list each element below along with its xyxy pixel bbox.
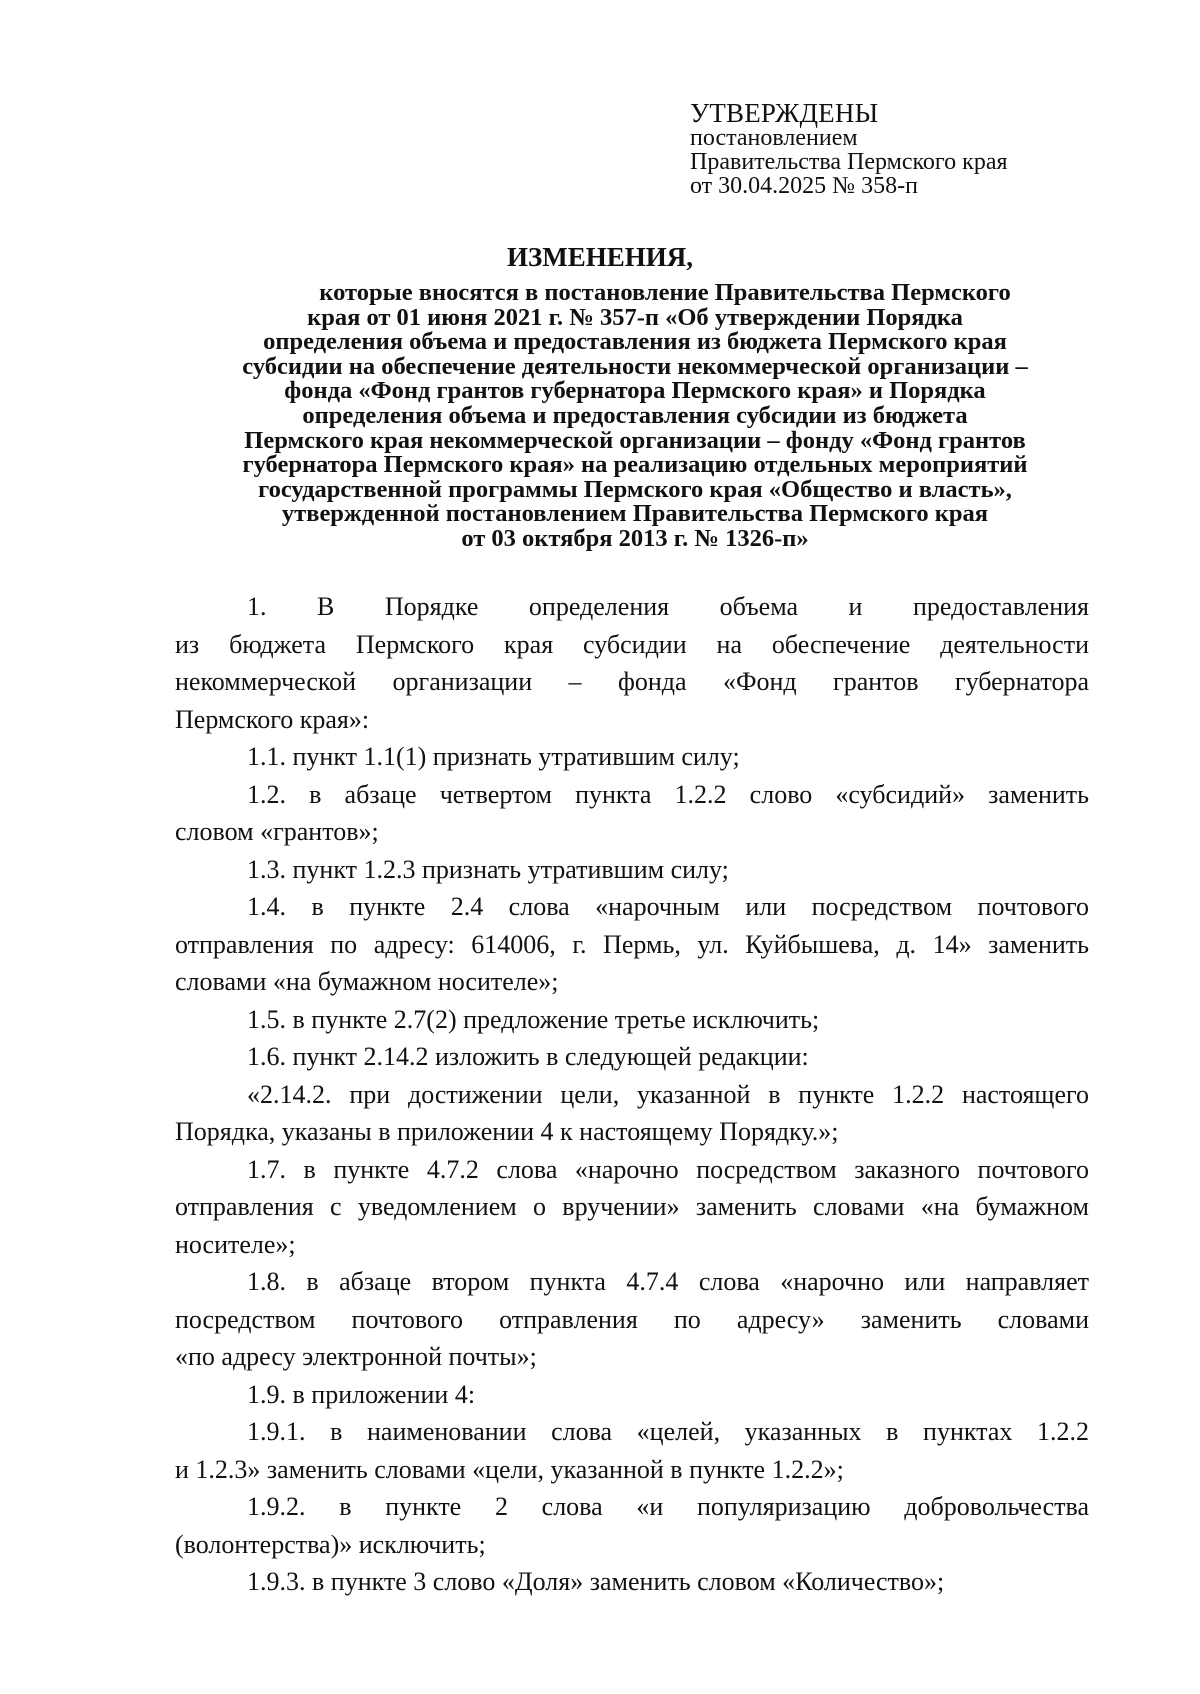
document-subtitle bbox=[170, 281, 1100, 552]
subtitle-line: государственной программы Пермского края «Общество и власть», bbox=[258, 475, 1012, 503]
subtitle-line: края от 01 июня 2021 г. № 357-п «Об утверждении Порядка bbox=[307, 303, 963, 331]
subtitle-line: субсидии на обеспечение деятельности некоммерческой организации – bbox=[242, 352, 1028, 380]
body-line: словами «на бумажном носителе»; bbox=[175, 967, 559, 996]
body-line: отправления с уведомлением о вручении» заменить словами «на бумажном bbox=[175, 1192, 1089, 1221]
approval-line: постановлением bbox=[690, 125, 858, 151]
body-line: 1.9.1. в наименовании слова «целей, указанных в пунктах 1.2.2 bbox=[247, 1417, 1089, 1446]
subtitle-line: определения объема и предоставления из бюджета Пермского края bbox=[263, 328, 1007, 356]
body-line: «по адресу электронной почты»; bbox=[175, 1342, 537, 1371]
subtitle-line: утвержденной постановлением Правительства Пермского края bbox=[281, 500, 989, 528]
body-line: отправления по адресу: 614006, г. Пермь, ул. Куйбышева, д. 14» заменить bbox=[175, 929, 1089, 959]
approval-date-number: от 30.04.2025 № 358-п bbox=[690, 173, 918, 199]
body-line: 1.8. в абзаце втором пункта 4.7.4 слова «нарочно или направляет bbox=[247, 1267, 1089, 1296]
body-line: 1.1. пункт 1.1(1) признать утратившим силу; bbox=[247, 742, 740, 771]
body-line: словом «грантов»; bbox=[175, 817, 379, 846]
body-line: 1.7. в пункте 4.7.2 слова «нарочно посредством заказного почтового bbox=[247, 1154, 1089, 1184]
approval-line: Правительства Пермского края bbox=[690, 149, 1008, 175]
subtitle-line: губернатора Пермского края» на реализацию отдельных мероприятий bbox=[242, 451, 1028, 479]
body-line: некоммерческой организации – фонда «Фонд грантов губернатора bbox=[175, 667, 1089, 696]
subtitle-line: Пермского края некоммерческой организации – фонду «Фонд грантов bbox=[244, 426, 1026, 454]
approved-label: УТВЕРЖДЕНЫ bbox=[690, 98, 879, 128]
subtitle-line: от 03 октября 2013 г. № 1326-п» bbox=[461, 524, 809, 552]
body-line: 1.9. в приложении 4: bbox=[247, 1379, 476, 1409]
body-line: посредством почтового отправления по адресу» заменить словами bbox=[175, 1304, 1089, 1334]
body-line: (волонтерства)» исключить; bbox=[175, 1529, 486, 1559]
body-line: 1. В Порядке определения объема и предоставления bbox=[247, 592, 1089, 621]
body-line: «2.14.2. при достижении цели, указанной в пункте 1.2.2 настоящего bbox=[247, 1079, 1089, 1109]
body-line: носителе»; bbox=[175, 1229, 296, 1259]
body-line: 1.9.3. в пункте 3 слово «Доля» заменить словом «Количество»; bbox=[247, 1567, 945, 1596]
body-line: 1.5. в пункте 2.7(2) предложение третье исключить; bbox=[247, 1004, 820, 1034]
body-line: 1.6. пункт 2.14.2 изложить в следующей редакции: bbox=[247, 1042, 809, 1071]
body-line: 1.2. в абзаце четвертом пункта 1.2.2 слово «субсидий» заменить bbox=[247, 779, 1089, 809]
subtitle-line: определения объема и предоставления субсидии из бюджета bbox=[302, 401, 968, 429]
body-line: 1.3. пункт 1.2.3 признать утратившим силу; bbox=[247, 854, 729, 884]
body-line: 1.4. в пункте 2.4 слова «нарочным или посредством почтового bbox=[247, 892, 1089, 921]
approval-stamp bbox=[690, 100, 1160, 198]
document-body bbox=[175, 588, 1089, 1601]
body-line: 1.9.2. в пункте 2 слова «и популяризацию добровольчества bbox=[247, 1492, 1089, 1521]
body-line: из бюджета Пермского края субсидии на обеспечение деятельности bbox=[175, 629, 1089, 659]
body-line: и 1.2.3» заменить словами «цели, указанной в пункте 1.2.2»; bbox=[175, 1454, 844, 1484]
subtitle-line: которые вносятся в постановление Правительства Пермского bbox=[319, 279, 1011, 306]
document-title: ИЗМЕНЕНИЯ, bbox=[506, 242, 693, 272]
subtitle-line: фонда «Фонд грантов губернатора Пермского края» и Порядка bbox=[284, 377, 986, 405]
body-line: Пермского края»: bbox=[175, 704, 370, 734]
body-line: Порядка, указаны в приложении 4 к настоящему Порядку.»; bbox=[175, 1117, 839, 1146]
